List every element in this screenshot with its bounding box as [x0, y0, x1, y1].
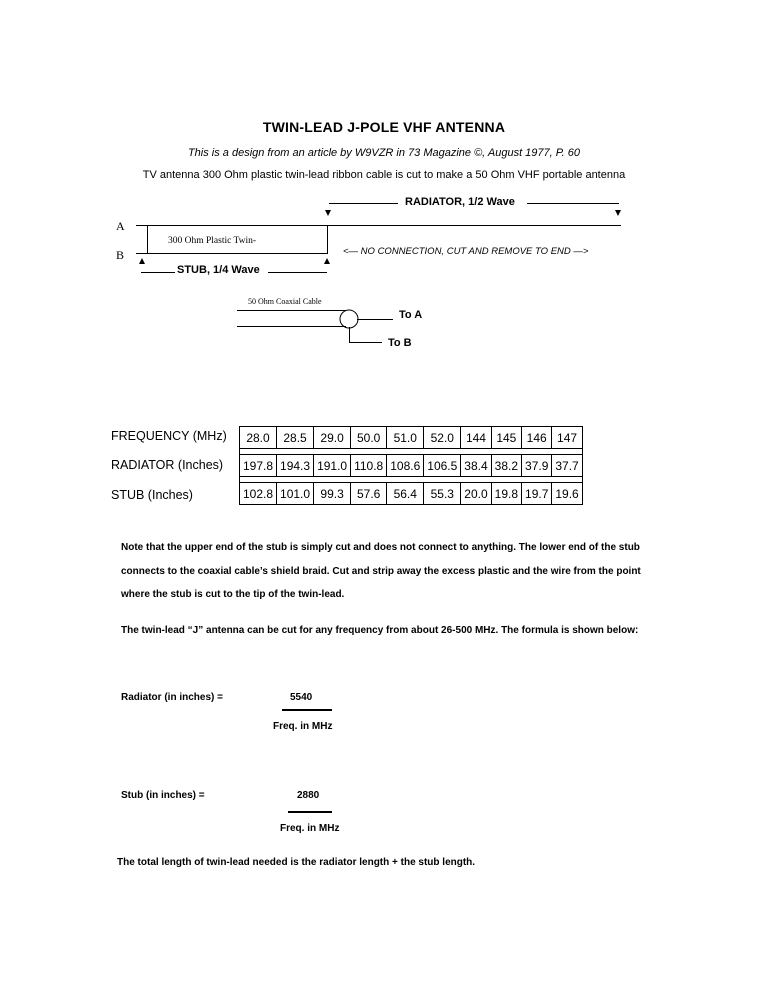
table-cell: 145 [491, 427, 521, 449]
page-title: TWIN-LEAD J-POLE VHF ANTENNA [262, 119, 506, 135]
coax-line-bottom [237, 326, 346, 327]
table-cell: 144 [461, 427, 491, 449]
table-cell: 19.6 [552, 483, 582, 505]
stub-line-left [141, 272, 175, 273]
twinlead-label: 300 Ohm Plastic Twin- [168, 236, 257, 246]
radiator-line-right [527, 203, 619, 204]
to-a-line [357, 319, 393, 320]
radiator-numerator: 5540 [290, 692, 313, 703]
table-cell: 197.8 [240, 455, 277, 477]
table-cell: 28.5 [277, 427, 314, 449]
stub-end-left [147, 225, 148, 254]
stub-row [240, 483, 583, 505]
radiator-row-label: RADIATOR (Inches) [111, 458, 224, 472]
total-length-note: The total length of twin-lead needed is the radiator length + the stub length. [117, 857, 476, 868]
note-paragraph-2: The twin-lead “J” antenna can be cut for any frequency from about 26-500 MHz. The formula is shown below: [121, 625, 639, 636]
table-cell: 52.0 [424, 427, 461, 449]
table-cell: 50.0 [351, 427, 387, 449]
table-cell: 38.2 [491, 455, 521, 477]
stub-fraction-bar [288, 811, 332, 813]
frequency-row-label: FREQUENCY (MHz) [111, 429, 227, 443]
table-cell: 110.8 [351, 455, 387, 477]
coax-label: 50 Ohm Coaxial Cable [248, 297, 322, 306]
radiator-label: RADIATOR, 1/2 Wave [405, 196, 515, 208]
table-cell: 20.0 [461, 483, 491, 505]
stub-row-label: STUB (Inches) [111, 488, 193, 502]
subtitle: This is a design from an article by W9VZR in 73 Magazine ©, August 1977, P. 60 [187, 147, 581, 159]
twinlead-conductor-b [136, 253, 328, 254]
stub-arrow-left [139, 258, 145, 264]
note-paragraph-1: Note that the upper end of the stub is simply cut and does not connect to anything. The lower end of the stub connects to the coaxial cable’s shield braid. Cut and strip away the excess plastic and the wire from the point where the stub is cut to the tip of the twin-lead. [121, 542, 641, 600]
stub-label: STUB, 1/4 Wave [177, 264, 260, 276]
radiator-arrow-right [615, 210, 621, 216]
frequency-row [240, 427, 583, 449]
radiator-row [240, 455, 583, 477]
table-cell: 191.0 [314, 455, 351, 477]
table-cell: 37.9 [522, 455, 552, 477]
to-b-line-vertical [349, 327, 350, 343]
twinlead-conductor-a [136, 225, 621, 226]
stub-cut-line [327, 225, 328, 254]
description: TV antenna 300 Ohm plastic twin-lead ribbon cable is cut to make a 50 Ohm VHF portable antenna [142, 169, 626, 181]
table-cell: 19.7 [522, 483, 552, 505]
stub-denominator: Freq. in MHz [280, 823, 340, 834]
table-cell: 102.8 [240, 483, 277, 505]
table-cell: 37.7 [552, 455, 582, 477]
radiator-arrow-left [325, 210, 331, 216]
stub-formula-label: Stub (in inches) = [121, 790, 205, 801]
table-cell: 56.4 [387, 483, 424, 505]
stub-numerator: 2880 [297, 790, 320, 801]
table-cell: 38.4 [461, 455, 491, 477]
table-cell: 28.0 [240, 427, 277, 449]
to-a-label: To A [399, 309, 423, 321]
table-cell: 108.6 [387, 455, 424, 477]
radiator-formula-label: Radiator (in inches) = [121, 692, 223, 703]
table-cell: 194.3 [277, 455, 314, 477]
no-connection-label: <— NO CONNECTION, CUT AND REMOVE TO END —> [343, 246, 589, 257]
table-cell: 57.6 [351, 483, 387, 505]
stub-line-right [268, 272, 327, 273]
table-cell: 29.0 [314, 427, 351, 449]
table-cell: 101.0 [277, 483, 314, 505]
table-cell: 99.3 [314, 483, 351, 505]
table-cell: 55.3 [424, 483, 461, 505]
table-cell: 146 [522, 427, 552, 449]
to-b-label: To B [388, 337, 412, 349]
label-a: A [116, 219, 125, 233]
table-cell: 51.0 [387, 427, 424, 449]
table-cell: 106.5 [424, 455, 461, 477]
stub-arrow-right [324, 258, 330, 264]
radiator-line-left [329, 203, 398, 204]
coax-line-top [237, 310, 346, 311]
radiator-fraction-bar [282, 709, 332, 711]
table-cell: 147 [552, 427, 582, 449]
frequency-table [239, 426, 583, 505]
to-b-line-horizontal [349, 342, 382, 343]
label-b: B [116, 248, 125, 262]
table-cell: 19.8 [491, 483, 521, 505]
radiator-denominator: Freq. in MHz [273, 721, 333, 732]
